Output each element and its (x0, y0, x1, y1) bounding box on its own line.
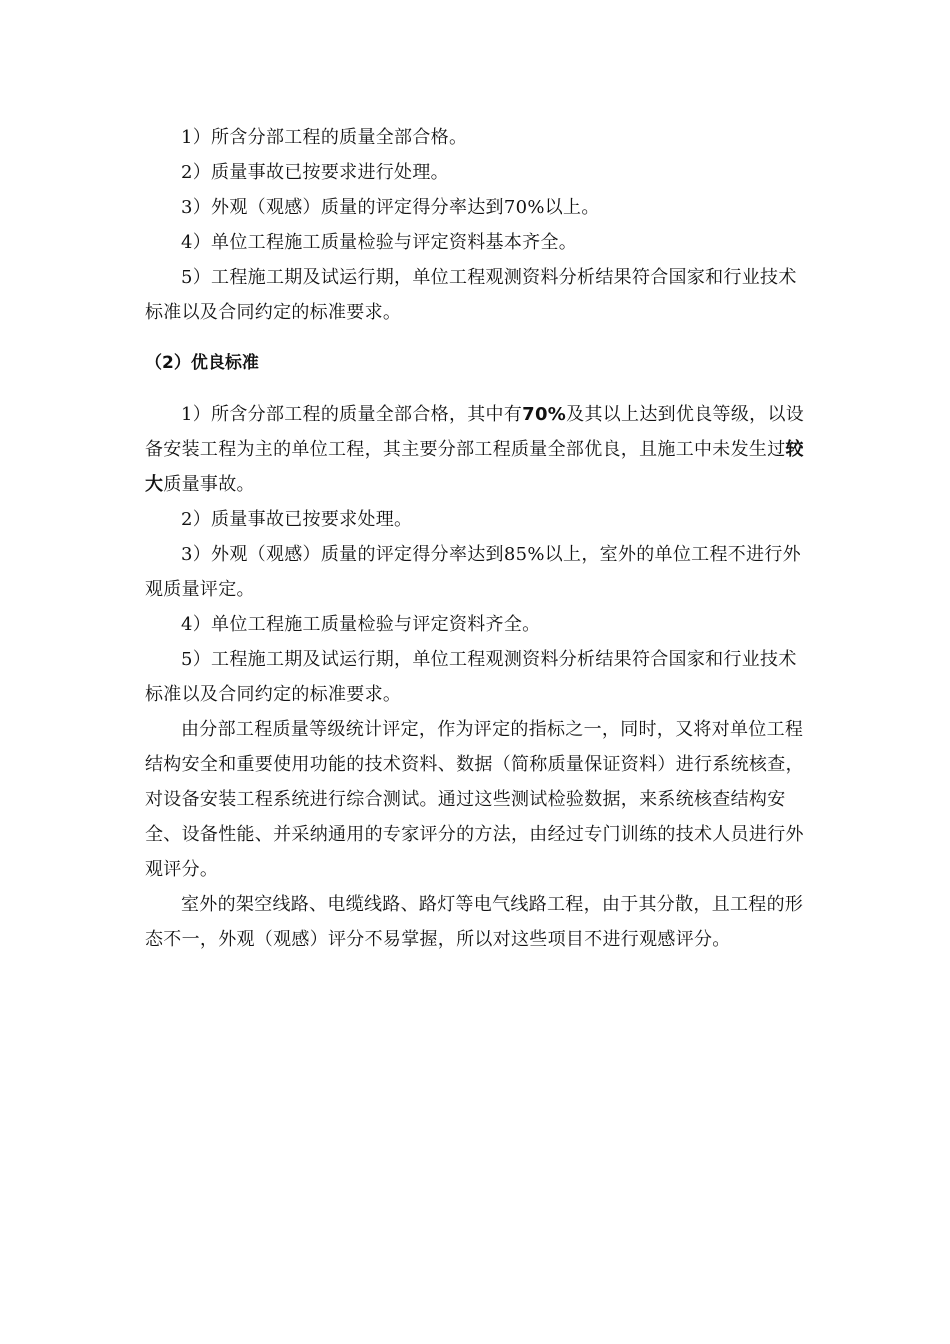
excellent-item-1 (145, 397, 810, 502)
body-paragraph-2: 室外的架空线路、电缆线路、路灯等电气线路工程，由于其分散，且工程的形态不一，外观（观感）评分不易掌握，所以对这些项目不进行观感评分。 (145, 894, 804, 950)
excellent-item-1-text-c: 质量事故。 (163, 474, 255, 495)
excellent-item-5: 5）工程施工期及试运行期，单位工程观测资料分析结果符合国家和行业技术标准以及合同约定的标准要求。 (145, 649, 797, 705)
criteria-item-4: 4）单位工程施工质量检验与评定资料基本齐全。 (181, 232, 578, 253)
excellent-item-3: 3）外观（观感）质量的评定得分率达到85%以上，室外的单位工程不进行外观质量评定。 (145, 544, 801, 600)
excellent-item-2: 2）质量事故已按要求处理。 (181, 509, 413, 530)
section-heading-excellent-standard: （2）优良标准 (145, 353, 259, 373)
excellent-item-1-text-a: 1）所含分部工程的质量全部合格，其中有 (181, 404, 523, 425)
criteria-item-5: 5）工程施工期及试运行期，单位工程观测资料分析结果符合国家和行业技术标准以及合同约定的标准要求。 (145, 267, 797, 323)
excellent-item-1-bold-percent: 70% (522, 404, 567, 425)
document-page (145, 120, 810, 957)
criteria-item-3: 3）外观（观感）质量的评定得分率达到70%以上。 (181, 197, 600, 218)
criteria-item-2: 2）质量事故已按要求进行处理。 (181, 162, 449, 183)
excellent-item-4: 4）单位工程施工质量检验与评定资料齐全。 (181, 614, 541, 635)
body-paragraph-1: 由分部工程质量等级统计评定，作为评定的指标之一，同时，又将对单位工程结构安全和重要使用功能的技术资料、数据（简称质量保证资料）进行系统核查，对设备安装工程系统进行综合测试。通过这些测试检验数据，来系统核查结构安全、设备性能、并采纳通用的专家评分的方法，由经过专门训练的技术人员进行外观评分。 (145, 719, 804, 880)
excellent-item-1-text-b: 及其以上达到优良等级，以设备安装工程为主的单位工程，其主要分部工程质量全部优良，且施工中未发生过 (145, 404, 805, 460)
criteria-item-1: 1）所含分部工程的质量全部合格。 (181, 127, 468, 148)
excellent-item-1-bold-major: 较大 (145, 439, 804, 495)
